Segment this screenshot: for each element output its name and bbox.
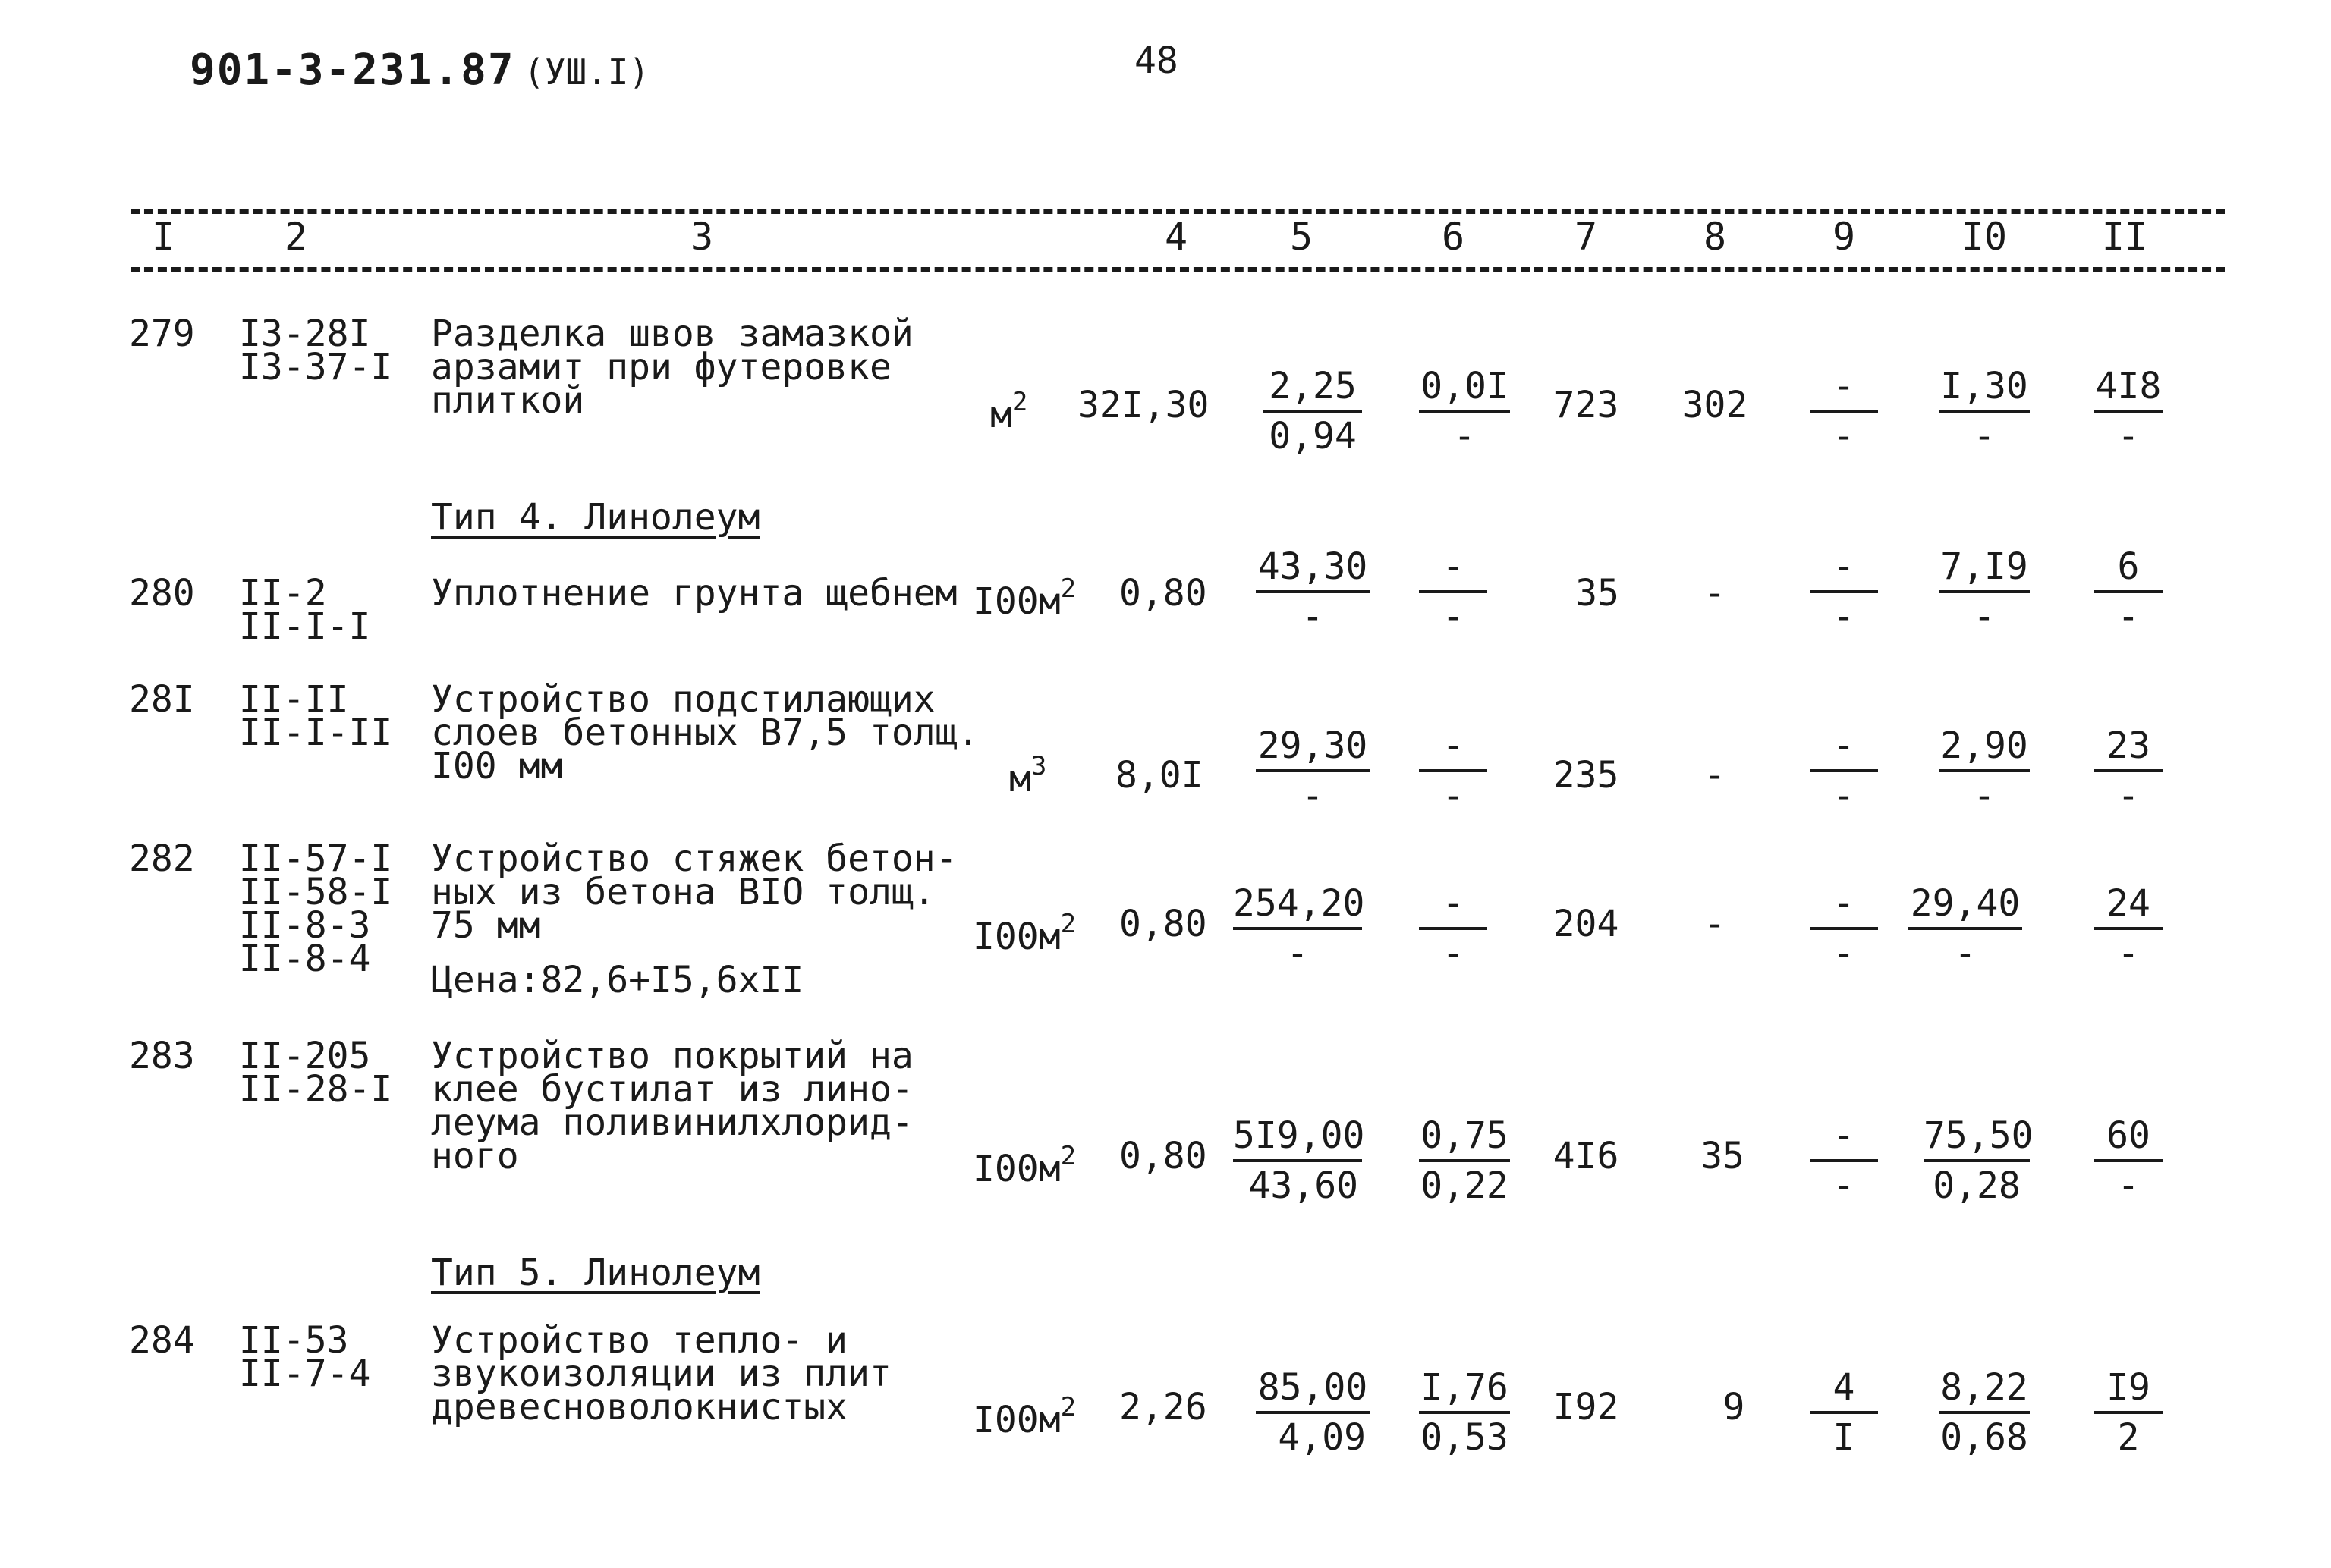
quantity: 0,80 bbox=[1119, 1135, 1207, 1177]
col10-fraction: I,30 - bbox=[1908, 363, 2060, 460]
col10-fraction: 29,40 - bbox=[1889, 880, 2041, 977]
norm-code: II-205 bbox=[239, 1035, 371, 1077]
col6-fraction: $\frac{0,75}{0,22}$ bbox=[1389, 1112, 1540, 1209]
unit: $I00м^2$ bbox=[973, 909, 1077, 958]
col9-fraction: - - bbox=[1768, 880, 1920, 977]
work-description: звукоизоляции из плит bbox=[431, 1353, 892, 1395]
work-description: плиткой bbox=[431, 379, 585, 422]
work-description: ных из бетона BIO толщ. bbox=[431, 871, 936, 913]
section-heading: Тип 4. Линолеум bbox=[431, 496, 760, 539]
col8-value: - bbox=[1703, 572, 1726, 614]
column-number: II bbox=[2101, 215, 2148, 259]
norm-code: II-28-I bbox=[239, 1068, 393, 1111]
work-description: Уплотнение грунта щебнем bbox=[431, 572, 958, 614]
work-description: Устройство подстилающих bbox=[431, 678, 936, 721]
page-number: 48 bbox=[1134, 39, 1178, 82]
work-description: 75 мм bbox=[431, 904, 541, 947]
col10-fraction: 7,I9 - bbox=[1908, 543, 2060, 640]
col9-fraction: - - bbox=[1768, 1112, 1920, 1209]
col9-fraction: - - bbox=[1768, 543, 1920, 640]
norm-code: II-2 bbox=[239, 572, 327, 614]
row-number: 28I bbox=[129, 678, 195, 721]
col5-fraction: 29,30 - bbox=[1237, 722, 1389, 819]
norm-code: II-I-I bbox=[239, 605, 371, 648]
column-number: I bbox=[151, 215, 175, 259]
norm-code: II-53 bbox=[239, 1319, 349, 1362]
header-top-rule bbox=[131, 209, 2225, 214]
column-number: 4 bbox=[1164, 215, 1188, 259]
unit: $I00м^2$ bbox=[973, 1392, 1077, 1441]
work-description: Разделка швов замазкой bbox=[431, 313, 914, 355]
work-description: арзамит при футеровке bbox=[431, 346, 892, 388]
col8-value: - bbox=[1703, 754, 1726, 797]
col10-fraction: 2,90 - bbox=[1908, 722, 2060, 819]
col11-fraction: 6 - bbox=[2053, 543, 2204, 640]
col6-fraction: - - bbox=[1377, 722, 1529, 819]
norm-code: II-I-II bbox=[239, 712, 393, 754]
col8-value: 302 bbox=[1681, 384, 1748, 426]
norm-code: II-57-I bbox=[239, 837, 393, 880]
unit: $м^2$ bbox=[990, 387, 1028, 436]
col9-fraction: - - bbox=[1768, 363, 1920, 460]
work-description: леума поливинилхлорид- bbox=[431, 1101, 914, 1144]
column-number: 5 bbox=[1289, 215, 1313, 259]
work-description: Устройство покрытий на bbox=[431, 1035, 914, 1077]
col9-fraction: - - bbox=[1768, 722, 1920, 819]
column-number: 2 bbox=[284, 215, 308, 259]
work-description: ного bbox=[431, 1135, 519, 1177]
work-description: Устройство тепло- и bbox=[431, 1319, 848, 1362]
col10-fraction: $\frac{75,50}{0,28}$ bbox=[1901, 1112, 2053, 1209]
col5-fraction: $\frac{85,00}{4,09}$ bbox=[1237, 1364, 1389, 1461]
column-number: I0 bbox=[1961, 215, 2008, 259]
norm-code: II-7-4 bbox=[239, 1353, 371, 1395]
norm-code: II-58-I bbox=[239, 871, 393, 913]
section-heading: Тип 5. Линолеум bbox=[431, 1252, 760, 1294]
work-description: клее бустилат из лино- bbox=[431, 1068, 914, 1111]
unit: $I00м^2$ bbox=[973, 1141, 1077, 1190]
row-number: 280 bbox=[129, 572, 195, 614]
col11-fraction: 23 - bbox=[2053, 722, 2204, 819]
col7-value: I92 bbox=[1552, 1386, 1619, 1428]
col5-fraction: $\frac{2,25}{0,94}$ bbox=[1237, 363, 1389, 460]
col7-value: 723 bbox=[1552, 384, 1619, 426]
work-description: Устройство стяжек бетон- bbox=[431, 837, 958, 880]
document-code: 901-3-231.87 bbox=[190, 46, 515, 95]
quantity: 32I,30 bbox=[1077, 384, 1210, 426]
column-number: 3 bbox=[690, 215, 714, 259]
col7-value: 4I6 bbox=[1552, 1135, 1619, 1177]
col8-value: 35 bbox=[1700, 1135, 1744, 1177]
sheet-reference: (УШ.I) bbox=[524, 52, 650, 93]
col7-value: 35 bbox=[1575, 572, 1619, 614]
col8-value: 9 bbox=[1722, 1386, 1745, 1428]
col7-value: 235 bbox=[1552, 754, 1619, 797]
norm-code: I3-28I bbox=[239, 313, 371, 355]
col11-fraction: 4I8 - bbox=[2053, 363, 2204, 460]
col8-value: - bbox=[1703, 903, 1726, 945]
work-description: I00 мм bbox=[431, 745, 563, 787]
row-number: 282 bbox=[129, 837, 195, 880]
quantity: 8,0I bbox=[1115, 754, 1203, 797]
norm-code: II-8-4 bbox=[239, 938, 371, 980]
norm-code: II-II bbox=[239, 678, 349, 721]
price-note: Цена:82,6+I5,6xII bbox=[431, 959, 804, 1001]
row-number: 284 bbox=[129, 1319, 195, 1362]
col10-fraction: $\frac{8,22}{0,68}$ bbox=[1908, 1364, 2060, 1461]
col11-fraction: 24 - bbox=[2053, 880, 2204, 977]
column-number: 9 bbox=[1832, 215, 1856, 259]
row-number: 283 bbox=[129, 1035, 195, 1077]
column-number: 8 bbox=[1703, 215, 1727, 259]
column-number: 7 bbox=[1574, 215, 1598, 259]
quantity: 0,80 bbox=[1119, 572, 1207, 614]
col7-value: 204 bbox=[1552, 903, 1619, 945]
col11-fraction: $\frac{I9}{2}$ bbox=[2053, 1364, 2204, 1461]
work-description: древесноволокнистых bbox=[431, 1386, 848, 1428]
col11-fraction: 60 - bbox=[2053, 1112, 2204, 1209]
norm-code: II-8-3 bbox=[239, 904, 371, 947]
col6-fraction: 0,0I - bbox=[1389, 363, 1540, 460]
norm-code: I3-37-I bbox=[239, 346, 393, 388]
header-bottom-rule bbox=[131, 267, 2225, 272]
unit: $м^3$ bbox=[1009, 751, 1047, 800]
quantity: 2,26 bbox=[1119, 1386, 1207, 1428]
col9-fraction: $\frac{4}{I}$ bbox=[1768, 1364, 1920, 1461]
unit: $I00м^2$ bbox=[973, 573, 1077, 623]
col5-fraction: 43,30 - bbox=[1237, 543, 1389, 640]
col6-fraction: - - bbox=[1377, 543, 1529, 640]
quantity: 0,80 bbox=[1119, 903, 1207, 945]
col6-fraction: - - bbox=[1377, 880, 1529, 977]
column-number: 6 bbox=[1441, 215, 1465, 259]
col5-fraction: 254,20 - bbox=[1222, 880, 1373, 977]
col5-fraction: $\frac{5I9,00}{43,60}$ bbox=[1222, 1112, 1373, 1209]
col6-fraction: $\frac{I,76}{0,53}$ bbox=[1389, 1364, 1540, 1461]
row-number: 279 bbox=[129, 313, 195, 355]
work-description: слоев бетонных В7,5 толщ. bbox=[431, 712, 980, 754]
